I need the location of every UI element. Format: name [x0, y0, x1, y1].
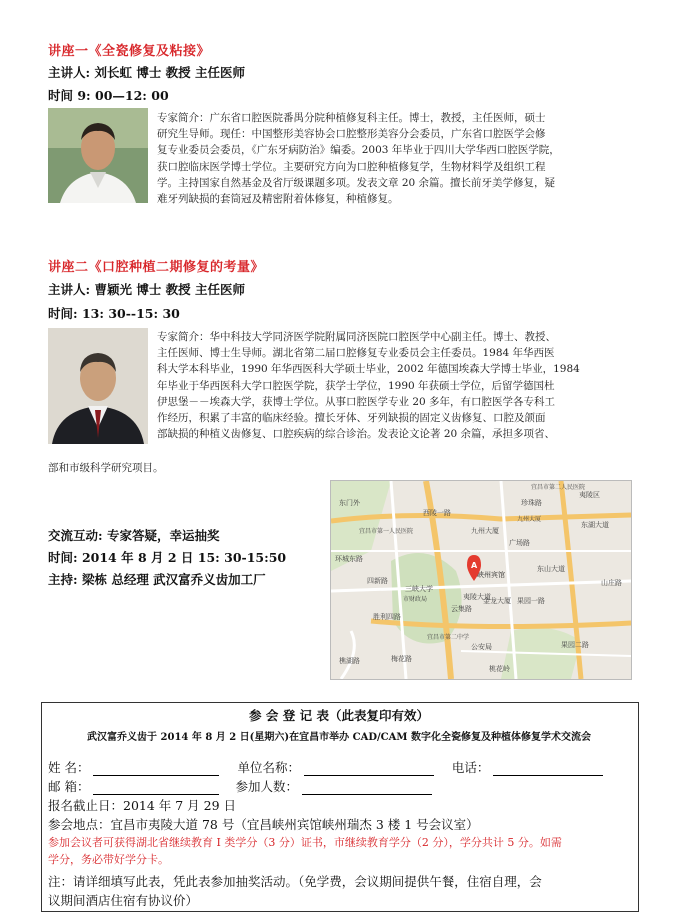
bio-line: 作经历，积累了丰富的临床经验。擅长牙体、牙列缺损的固定义齿修复、口腔及颌面	[157, 412, 546, 425]
form-venue: 参会地点：宜昌市夷陵大道 78 号（宜昌峡州宾馆峡州瑞杰 3 楼 1 号会议室）	[48, 817, 479, 832]
map-label: 胜利四路	[373, 613, 401, 621]
phone-label: 电话：	[451, 760, 490, 775]
map-label: 樵湖路	[339, 657, 360, 665]
map-label: 峡州宾馆	[477, 571, 505, 579]
phone-input[interactable]	[493, 763, 603, 776]
bio-line: 部缺损的种植义齿修复、口腔疾病的综合诊治。发表论文论著 20 余篇，承担多项省、	[157, 428, 556, 441]
bio-line: 年毕业于华西医科大学口腔医学院，获学士学位，1990 年获硕士学位，后留学德国杜	[157, 379, 555, 392]
map-label: 宜昌市第二人民医院	[531, 484, 586, 491]
bio-line: 专家简介：华中科技大学同济医学院附属同济医院口腔医学中心副主任。博士、教授、	[157, 331, 556, 343]
form-deadline: 报名截止日：2014 年 7 月 29 日	[48, 798, 237, 813]
map-label: 宜昌市第二中学	[427, 634, 470, 641]
map-label: 云集路	[451, 605, 472, 613]
lecture2-time: 时间: 13: 30--15: 30	[48, 306, 180, 321]
map-label: 九州大厦	[471, 527, 499, 535]
bio-line: 研究生导师。现任：中国整形美容协会口腔整形美容分会委员，广东省口腔医学会修	[157, 128, 546, 141]
lecture2-bio	[157, 329, 637, 442]
lecture1-bio	[157, 110, 637, 207]
speaker1-photo	[48, 108, 148, 203]
lecture2-title: 讲座二《口腔种植二期修复的考量》	[48, 260, 265, 275]
map-label: 三峡大学	[405, 585, 433, 593]
form-title: 参 会 登 记 表（此表复印有效）	[249, 708, 429, 723]
map-label: 西陵一路	[423, 509, 451, 517]
bio-line: 科大学本科毕业，1990 年华西医科大学硕士毕业，2002 年德国埃森大学博士毕业，1984	[157, 363, 580, 376]
form-subtitle: 武汉富乔义齿于 2014 年 8 月 2 日(星期六)在宜昌市举办 CAD/CAM 数字化全瓷修复及种植体修复学术交流会	[87, 732, 591, 743]
map-label: 夷陵区	[579, 491, 600, 499]
unit-input[interactable]	[304, 763, 434, 776]
map-label: 宜昌市第一人民医院	[359, 528, 414, 535]
map-label: 果园一路	[517, 597, 545, 605]
lecture1-speaker: 主讲人: 刘长虹 博士 教授 主任医师	[48, 65, 246, 80]
form-row-2	[48, 777, 432, 795]
map-label: 东湖大道	[581, 521, 609, 529]
location-map[interactable]	[330, 480, 632, 680]
count-label: 参加人数：	[235, 779, 298, 794]
name-input[interactable]	[93, 763, 219, 776]
bio-line: 学。主持国家自然基金及省厅级课题多项。发表文章 20 余篇。擅长前牙美学修复，疑	[157, 176, 556, 189]
form-note-line2: 议期间酒店住宿有协议价）	[48, 893, 199, 908]
map-label: 梅花路	[391, 655, 412, 663]
map-label: 东门外	[339, 499, 360, 507]
email-label: 邮 箱：	[48, 779, 90, 794]
lecture2-bio-tail: 部和市级科学研究项目。	[48, 462, 164, 474]
interaction-host: 主持: 梁栋 总经理 武汉富乔义齿加工厂	[48, 572, 266, 587]
unit-label: 单位名称：	[237, 760, 300, 775]
map-label: 环城东路	[335, 555, 363, 563]
speaker2-photo	[48, 328, 148, 444]
lecture2-speaker: 主讲人: 曹颖光 博士 教授 主任医师	[48, 282, 246, 297]
email-input[interactable]	[93, 782, 219, 795]
map-label: 市财政局	[403, 596, 428, 603]
count-input[interactable]	[302, 782, 432, 795]
bio-line: 难牙列缺损的套筒冠及精密附着体修复，种植修复。	[157, 193, 399, 206]
form-credit-line2: 学分，务必带好学分卡。	[48, 853, 169, 866]
map-label: 金龙大厦	[483, 597, 511, 605]
form-note-line1: 注：请详细填写此表，凭此表参加抽奖活动。（免学费，会议期间提供午餐，住宿自理，会	[48, 874, 542, 889]
map-label: 九州大厦	[517, 516, 542, 523]
bio-line: 专家简介：广东省口腔医院番禺分院种植修复科主任。博士，教授，主任医师，硕士	[157, 112, 546, 124]
map-label: 珍珠路	[521, 499, 542, 507]
bio-line: 伊思堡－－埃森大学，获博士学位。从事口腔医学专业 20 多年，有口腔医学各专科工	[157, 395, 556, 408]
map-label: 桃花岭	[489, 665, 510, 673]
name-label: 姓 名：	[48, 760, 90, 775]
bio-line: 复专业委员会委员，《广东牙病防治》编委。2003 年毕业于四川大学华西口腔医学院，	[157, 144, 560, 157]
map-marker-label: A	[471, 561, 478, 570]
lecture1-title: 讲座一《全瓷修复及粘接》	[48, 44, 211, 59]
interaction-time: 时间: 2014 年 8 月 2 日 15: 30-15:50	[48, 550, 287, 565]
interaction-title: 交流互动: 专家答疑，幸运抽奖	[48, 528, 220, 543]
bio-line: 获口腔临床医学博士学位。主要研究方向为口腔种植修复学，生物材料学及组织工程	[157, 160, 546, 173]
lecture1-time: 时间 9: 00—12: 00	[48, 88, 169, 103]
form-credit-line1: 参加会议者可获得湖北省继续教育 I 类学分（3 分）证书，市继续教育学分（2 分），学分共计 5 分。如需	[48, 836, 562, 849]
map-label: 四新路	[367, 577, 388, 585]
map-label: 广场路	[509, 539, 530, 547]
map-label: 东山大道	[537, 565, 565, 573]
map-label: 公安局	[471, 643, 492, 651]
form-row-1	[48, 758, 603, 776]
map-label: 夷陵大道	[463, 593, 491, 601]
map-label: 果园二路	[561, 641, 589, 649]
bio-line: 主任医师、博士生导师。湖北省第二届口腔修复专业委员会主任委员。1984 年华西医	[157, 347, 555, 360]
map-label: 山庄路	[601, 579, 622, 587]
